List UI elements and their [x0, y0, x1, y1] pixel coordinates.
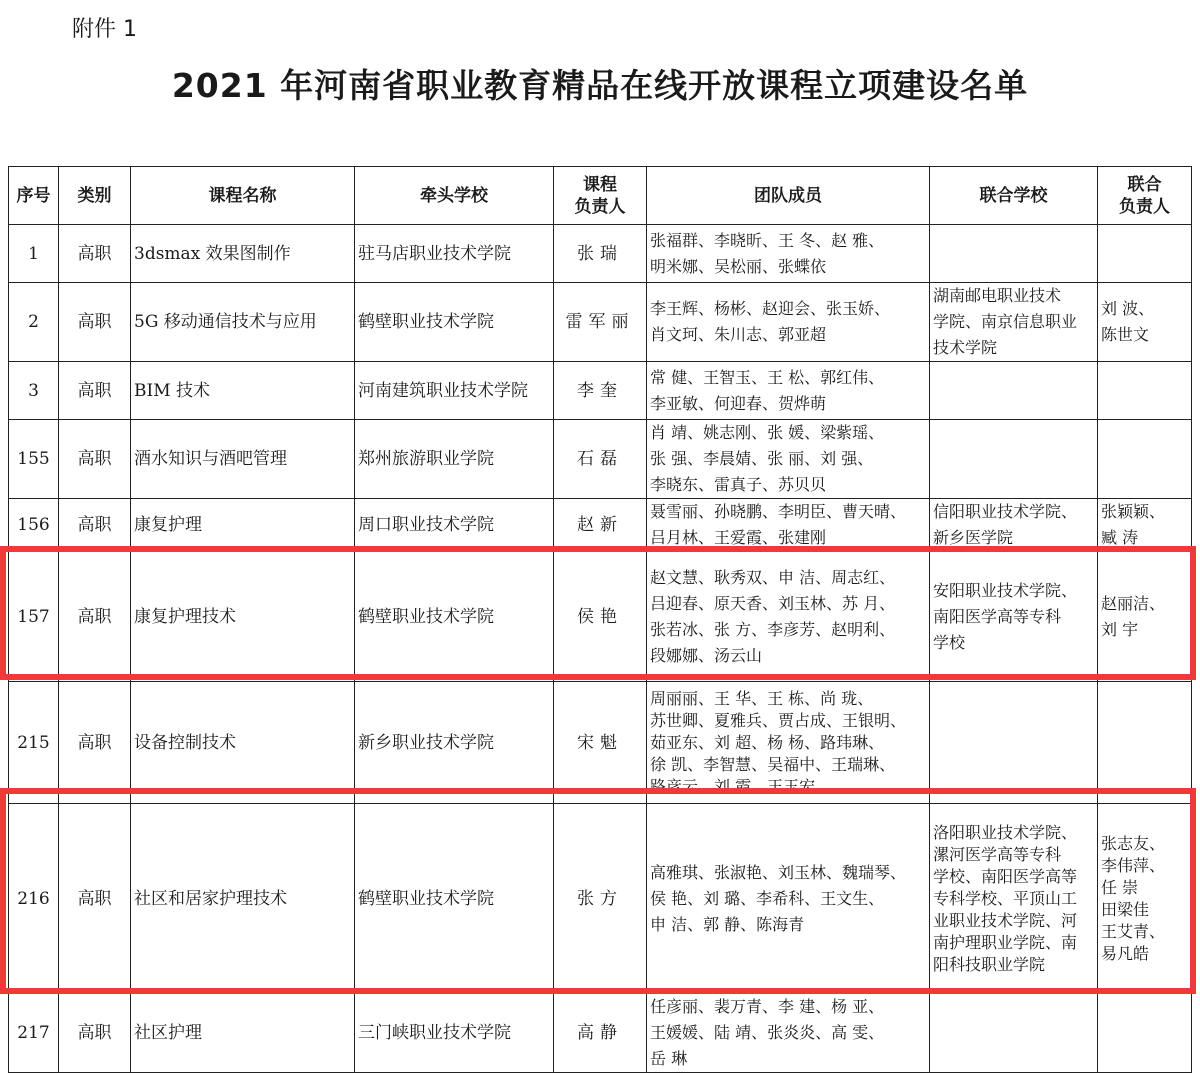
row-course-name: BIM 技术: [131, 362, 355, 420]
page-title: 2021 年河南省职业教育精品在线开放课程立项建设名单: [171, 66, 1029, 105]
row-lead-school: 河南建筑职业技术学院: [355, 362, 554, 420]
row-partner-leads: [1098, 225, 1192, 283]
row-course-lead: 李奎: [554, 362, 647, 420]
row-type: 高职: [59, 225, 131, 283]
table-row: [9, 499, 1192, 552]
row-number: 155: [9, 420, 59, 499]
row-partner-leads: [1098, 362, 1192, 420]
col-header-school: 牵头学校: [355, 167, 554, 225]
row-partner-schools: 洛阳职业技术学院、 漯河医学高等专科 学校、南阳医学高等 专科学校、平顶山工 业职业技术学院、河 南护理职业学院、南 阳科技职业学院: [930, 804, 1098, 994]
row-number: 217: [9, 994, 59, 1073]
row-partner-leads: [1098, 994, 1192, 1073]
row-course-name: 社区和居家护理技术: [131, 804, 355, 994]
row-lead-school: 三门峡职业技术学院: [355, 994, 554, 1073]
row-team-members: 聂雪丽、孙晓鹏、李明臣、曹天晴、 吕月林、王爱霞、张建刚: [647, 499, 930, 552]
row-course-lead: 侯艳: [554, 552, 647, 682]
table-row: [9, 804, 1192, 994]
col-header-members: 团队成员: [647, 167, 930, 225]
row-team-members: 张福群、李晓昕、王 冬、赵 雅、 明米娜、吴松丽、张蝶依: [647, 225, 930, 283]
row-number: 156: [9, 499, 59, 552]
col-header-lead: 课程 负责人: [554, 167, 647, 225]
row-lead-school: 鹤壁职业技术学院: [355, 804, 554, 994]
row-course-lead: 赵新: [554, 499, 647, 552]
row-number: 2: [9, 283, 59, 362]
row-type: 高职: [59, 420, 131, 499]
row-partner-leads: 张志友、 李伟萍、 任 崇 田梁佳 王艾青、 易凡皓: [1098, 804, 1192, 994]
row-lead-school: 鹤壁职业技术学院: [355, 283, 554, 362]
row-course-lead: 宋魁: [554, 682, 647, 804]
row-type: 高职: [59, 682, 131, 804]
row-team-members: 周丽丽、王 华、王 栋、尚 珑、 苏世卿、夏雅兵、贾占成、王银明、 茹亚东、刘 超、杨 杨、路玮琳、 徐 凯、李智慧、吴福中、王瑞琳、 路彦云、刘 霞、王玉宏: [647, 682, 930, 804]
row-type: 高职: [59, 994, 131, 1073]
row-partner-leads: [1098, 682, 1192, 804]
row-number: 157: [9, 552, 59, 682]
row-type: 高职: [59, 362, 131, 420]
row-team-members: 任彦丽、裴万青、李 建、杨 亚、 王媛媛、陆 靖、张炎炎、高 雯、 岳 琳: [647, 994, 930, 1073]
col-header-num: 序号: [9, 167, 59, 225]
row-course-lead: 张瑞: [554, 225, 647, 283]
row-course-name: 设备控制技术: [131, 682, 355, 804]
row-team-members: 常 健、王智玉、王 松、郭红伟、 李亚敏、何迎春、贺烨萌: [647, 362, 930, 420]
row-course-lead: 石磊: [554, 420, 647, 499]
row-course-name: 5G 移动通信技术与应用: [131, 283, 355, 362]
row-course-lead: 高静: [554, 994, 647, 1073]
row-lead-school: 周口职业技术学院: [355, 499, 554, 552]
table-row: [9, 682, 1192, 804]
row-partner-schools: [930, 420, 1098, 499]
attachment-label: 附件 1: [72, 17, 137, 42]
row-partner-schools: 安阳职业技术学院、 南阳医学高等专科 学校: [930, 552, 1098, 682]
col-header-partner: 联合学校: [930, 167, 1098, 225]
row-course-lead: 雷军丽: [554, 283, 647, 362]
row-lead-school: 郑州旅游职业学院: [355, 420, 554, 499]
row-type: 高职: [59, 283, 131, 362]
row-team-members: 肖 靖、姚志刚、张 媛、梁紫瑶、 张 强、李晨婧、张 丽、刘 强、 李晓东、雷真子、苏贝贝: [647, 420, 930, 499]
table-row: [9, 420, 1192, 499]
col-header-course: 课程名称: [131, 167, 355, 225]
row-type: 高职: [59, 499, 131, 552]
row-type: 高职: [59, 552, 131, 682]
table-row: [9, 225, 1192, 283]
col-header-partner-lead: 联合 负责人: [1098, 167, 1192, 225]
row-partner-leads: 赵丽洁、 刘 宇: [1098, 552, 1192, 682]
row-partner-schools: 信阳职业技术学院、 新乡医学院: [930, 499, 1098, 552]
row-partner-schools: [930, 994, 1098, 1073]
row-course-lead: 张方: [554, 804, 647, 994]
row-partner-leads: [1098, 420, 1192, 499]
row-team-members: 赵文慧、耿秀双、申 洁、周志红、 吕迎春、原天香、刘玉林、苏 月、 张若冰、张 方、李彦芳、赵明利、 段娜娜、汤云山: [647, 552, 930, 682]
row-course-name: 社区护理: [131, 994, 355, 1073]
table-row: [9, 552, 1192, 682]
row-course-name: 康复护理: [131, 499, 355, 552]
row-partner-leads: 张颖颖、 臧 涛: [1098, 499, 1192, 552]
row-partner-schools: [930, 362, 1098, 420]
row-type: 高职: [59, 804, 131, 994]
row-lead-school: 驻马店职业技术学院: [355, 225, 554, 283]
row-number: 215: [9, 682, 59, 804]
course-table: [8, 166, 1192, 1073]
table-header-row: [9, 167, 1192, 225]
row-team-members: 高雅琪、张淑艳、刘玉林、魏瑞琴、 侯 艳、刘 璐、李希科、王文生、 申 洁、郭 静、陈海青: [647, 804, 930, 994]
row-partner-schools: [930, 225, 1098, 283]
row-partner-schools: 湖南邮电职业技术 学院、南京信息职业 技术学院: [930, 283, 1098, 362]
row-team-members: 李王辉、杨彬、赵迎会、张玉娇、 肖文珂、朱川志、郭亚超: [647, 283, 930, 362]
row-lead-school: 鹤壁职业技术学院: [355, 552, 554, 682]
row-course-name: 3dsmax 效果图制作: [131, 225, 355, 283]
table-row: [9, 283, 1192, 362]
table-row: [9, 994, 1192, 1073]
row-lead-school: 新乡职业技术学院: [355, 682, 554, 804]
row-course-name: 酒水知识与酒吧管理: [131, 420, 355, 499]
row-partner-schools: [930, 682, 1098, 804]
row-number: 3: [9, 362, 59, 420]
row-course-name: 康复护理技术: [131, 552, 355, 682]
table-row: [9, 362, 1192, 420]
col-header-type: 类别: [59, 167, 131, 225]
row-number: 216: [9, 804, 59, 994]
row-partner-leads: 刘 波、 陈世文: [1098, 283, 1192, 362]
row-number: 1: [9, 225, 59, 283]
